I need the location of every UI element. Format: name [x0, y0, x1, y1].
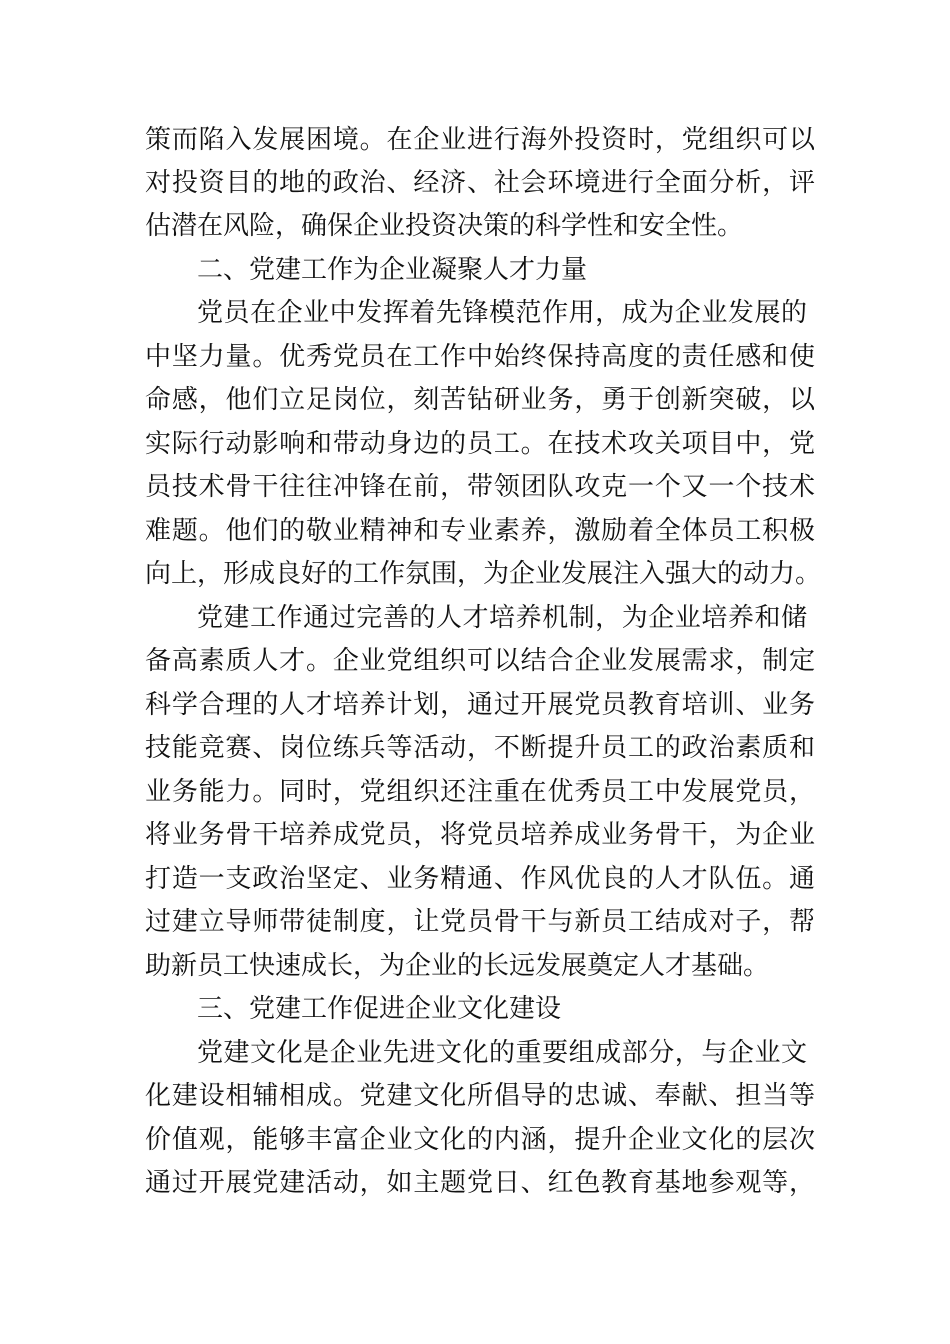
text-line: 通过开展党建活动，如主题党日、红色教育基地参观等， — [145, 1168, 815, 1198]
text-line: 向上，形成良好的工作氛围，为企业发展注入强大的动力。 — [145, 559, 822, 589]
text-line: 助新员工快速成长，为企业的长远发展奠定人才基础。 — [145, 951, 770, 981]
text-line: 价值观，能够丰富企业文化的内涵，提升企业文化的层次 — [145, 1125, 815, 1155]
text-line: 备高素质人才。企业党组织可以结合企业发展需求，制定 — [145, 646, 815, 676]
text-line: 党建文化是企业先进文化的重要组成部分，与企业文 — [197, 1038, 807, 1068]
text-line: 过建立导师带徒制度，让党员骨干与新员工结成对子，帮 — [145, 907, 815, 937]
text-line: 将业务骨干培养成党员，将党员培养成业务骨干，为企业 — [145, 820, 815, 850]
text-line: 估潜在风险，确保企业投资决策的科学性和安全性。 — [145, 211, 744, 241]
text-line: 实际行动影响和带动身边的员工。在技术攻关项目中，党 — [145, 429, 815, 459]
text-line: 业务能力。同时，党组织还注重在优秀员工中发展党员， — [145, 777, 815, 807]
text-line: 科学合理的人才培养计划，通过开展党员教育培训、业务 — [145, 690, 815, 720]
text-line: 对投资目的地的政治、经济、社会环境进行全面分析，评 — [145, 168, 815, 198]
text-line: 党员在企业中发挥着先锋模范作用，成为企业发展的 — [197, 298, 807, 328]
text-line: 中坚力量。优秀党员在工作中始终保持高度的责任感和使 — [145, 342, 815, 372]
text-line: 技能竞赛、岗位练兵等活动，不断提升员工的政治素质和 — [145, 733, 815, 763]
text-line: 化建设相辅相成。党建文化所倡导的忠诚、奉献、担当等 — [145, 1081, 815, 1111]
text-line: 打造一支政治坚定、业务精通、作风优良的人才队伍。通 — [145, 864, 815, 894]
text-line: 党建工作通过完善的人才培养机制，为企业培养和储 — [197, 603, 807, 633]
text-line: 员技术骨干往往冲锋在前，带领团队攻克一个又一个技术 — [145, 472, 815, 502]
text-line: 命感，他们立足岗位，刻苦钻研业务，勇于创新突破，以 — [145, 385, 815, 415]
section-heading: 三、党建工作促进企业文化建设 — [197, 994, 562, 1024]
text-line: 难题。他们的敬业精神和专业素养，激励着全体员工积极 — [145, 516, 815, 546]
text-line: 策而陷入发展困境。在企业进行海外投资时，党组织可以 — [145, 125, 815, 155]
section-heading: 二、党建工作为企业凝聚人才力量 — [197, 255, 588, 285]
